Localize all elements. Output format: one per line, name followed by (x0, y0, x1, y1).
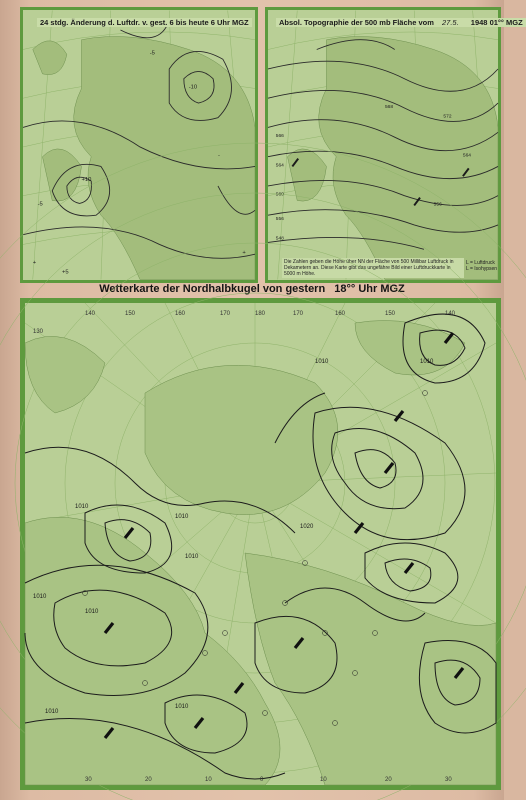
upper-air-legend-item-2: L = Isohypsen (466, 266, 498, 272)
svg-text:572: 572 (443, 114, 452, 120)
upper-air-caption-year: 1948 (470, 18, 488, 27)
lon-label: 160 (175, 311, 186, 317)
northern-hemisphere-map (20, 298, 501, 790)
main-map-title-text: Wetterkarte der Nordhalbkugel von gestern (99, 283, 326, 295)
lon-label: 150 (385, 311, 396, 317)
svg-text:564: 564 (275, 163, 284, 169)
lon-label: 140 (445, 311, 456, 317)
pressure-change-map (20, 7, 258, 283)
svg-text:556: 556 (433, 202, 442, 208)
isobar-label: 1010 (85, 609, 99, 615)
isobar-label: 1020 (300, 524, 314, 530)
isobar-label: 1010 (185, 554, 199, 560)
lon-label: 170 (293, 311, 304, 317)
lon-label: 150 (125, 311, 136, 317)
upper-air-note: Die Zahlen geben die Höhe über NN der Fläche von 500 Millibar Luftdruck in Dekametern an. Diese Karte gibt das ungefähre Bild einer Luftdruckkarte in 5000 m Höhe. (282, 258, 464, 278)
isobar-label: 1010 (175, 704, 189, 710)
isobar-label: 1010 (420, 359, 434, 365)
lon-label: 140 (85, 311, 96, 317)
svg-text:-5: -5 (37, 201, 43, 208)
lon-label: 30 (85, 777, 92, 783)
pressure-change-caption: 24 stdg. Änderung d. Luftdr. v. gest. 6 bis heute 6 Uhr MGZ (37, 18, 252, 27)
upper-air-chart (268, 10, 498, 280)
main-map-title-time: 18°° Uhr MGZ (334, 283, 405, 295)
upper-air-caption-time: 01°° (489, 18, 504, 27)
svg-text:+10: +10 (81, 177, 92, 184)
svg-text:556: 556 (275, 217, 284, 223)
isobar-label: 1010 (315, 359, 329, 365)
lon-label: 20 (385, 777, 392, 783)
upper-air-map (265, 7, 523, 283)
lon-label: 170 (220, 311, 231, 317)
upper-air-caption-date: 27.5. (442, 18, 459, 27)
northern-hemisphere-chart (25, 303, 496, 785)
lon-label: 20 (145, 777, 152, 783)
isobar-label: 1010 (75, 504, 89, 510)
svg-text:-10: -10 (188, 84, 198, 91)
svg-text:+5: +5 (61, 269, 69, 276)
isobar-label: 1010 (45, 709, 59, 715)
svg-text:560: 560 (275, 192, 284, 198)
lon-label: 10 (205, 777, 212, 783)
svg-text:548: 548 (275, 236, 284, 242)
upper-air-legend (466, 260, 497, 272)
lon-label: 30 (445, 777, 452, 783)
svg-text:-5: -5 (149, 50, 155, 57)
svg-text:568: 568 (384, 104, 394, 110)
lon-label: 130 (33, 329, 44, 335)
isobar-label: 1010 (175, 514, 189, 520)
upper-air-legend-item-1: L = Luftdruck (466, 260, 495, 266)
svg-text:564: 564 (462, 153, 472, 159)
isobar-label: 1010 (33, 594, 47, 600)
svg-text:-: - (217, 152, 220, 159)
lon-label: 10 (320, 777, 327, 783)
lon-label: 0 (260, 777, 264, 783)
upper-air-caption-main: Absol. Topographie der 500 mb Fläche vom (279, 18, 434, 27)
svg-text:+: + (242, 250, 246, 257)
svg-text:+: + (32, 259, 37, 266)
upper-air-caption (276, 18, 526, 27)
svg-text:566: 566 (275, 134, 284, 140)
upper-air-caption-unit: MGZ (506, 18, 523, 27)
lon-label: 160 (335, 311, 346, 317)
lon-label: 180 (255, 311, 266, 317)
